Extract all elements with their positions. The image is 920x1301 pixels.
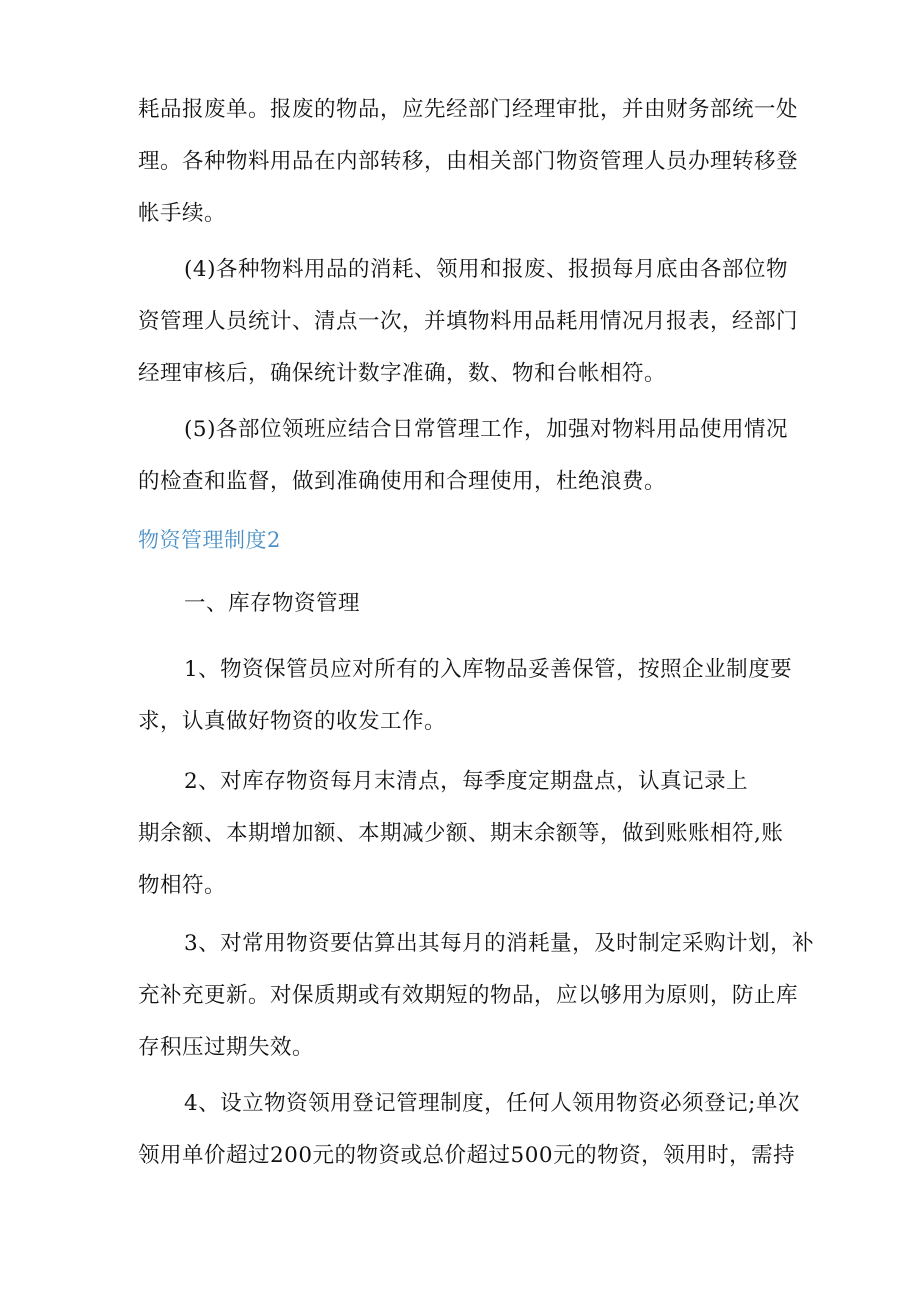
- text-line: 理。各种物料用品在内部转移，由相关部门物资管理人员办理转移登: [138, 149, 799, 174]
- text-line: 3、对常用物资要估算出其每月的消耗量，及时制定采购计划，补: [184, 931, 815, 956]
- text-line: 帐手续。: [138, 201, 227, 226]
- text-line: 资管理人员统计、清点一次，并填物料用品耗用情况月报表，经部门: [138, 309, 799, 334]
- text-line: 耗品报废单。报废的物品，应先经部门经理审批，并由财务部统一处: [138, 97, 799, 122]
- text-line: 一、库存物资管理: [184, 591, 361, 616]
- text-line: 存积压过期失效。: [138, 1035, 315, 1060]
- paragraph-rule-4: [138, 1078, 798, 1182]
- text-line: 4、设立物资领用登记管理制度，任何人领用物资必须登记;单次: [184, 1091, 800, 1116]
- text-line: (5)各部位领班应结合日常管理工作，加强对物料用品使用情况: [184, 417, 788, 442]
- paragraph-rule-3: [138, 918, 815, 1074]
- text-line: 充补充更新。对保质期或有效期短的物品，应以够用为原则，防止库: [138, 983, 799, 1008]
- text-line: 领用单价超过200元的物资或总价超过500元的物资，领用时，需持: [138, 1143, 796, 1168]
- text-line: 期余额、本期增加额、本期减少额、期末余额等，做到账账相符,账: [138, 821, 784, 846]
- text-line: 求，认真做好物资的收发工作。: [138, 709, 447, 734]
- paragraph-rule-2: [138, 756, 798, 912]
- text-line: 的检查和监督，做到准确使用和合理使用，杜绝浪费。: [138, 469, 667, 494]
- paragraph-rule-1: [138, 644, 798, 748]
- text-line: (4)各种物料用品的消耗、领用和报废、报损每月底由各部位物: [184, 257, 788, 282]
- paragraph-item-5: [138, 404, 798, 508]
- paragraph-consumables-scrap: [138, 84, 798, 240]
- section-heading: 物资管理制度2: [138, 528, 281, 552]
- text-line: 2、对库存物资每月末清点，每季度定期盘点，认真记录上: [184, 769, 749, 794]
- text-line: 1、物资保管员应对所有的入库物品妥善保管，按照企业制度要: [184, 657, 793, 682]
- subheading-inventory-management: [138, 578, 798, 630]
- text-line: 经理审核后，确保统计数字准确，数、物和台帐相符。: [138, 361, 667, 386]
- text-line: 物相符。: [138, 873, 227, 898]
- paragraph-item-4: [138, 244, 798, 400]
